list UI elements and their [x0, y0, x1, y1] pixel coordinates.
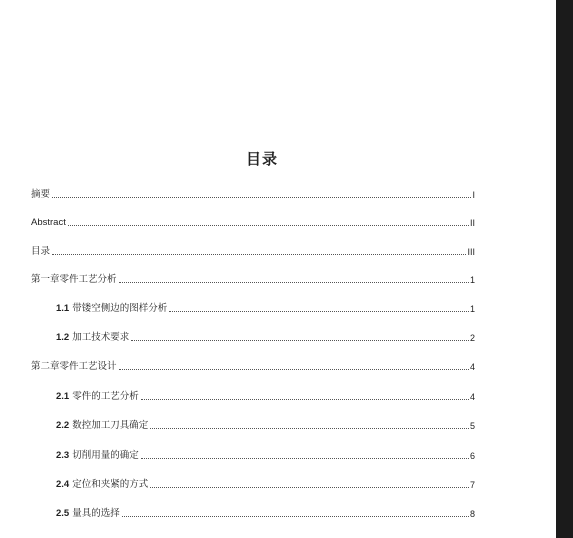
toc-title: 目录	[245, 150, 278, 168]
toc-entry-label: 第二章零件工艺设计	[31, 361, 117, 372]
toc-entry-label: 带镂空侧边的图样分析	[72, 303, 168, 314]
toc-section-number: 2.1	[56, 391, 70, 402]
toc-entry-label: 加工技术要求	[72, 332, 130, 343]
toc-page-number: III	[467, 247, 475, 257]
toc-entry-label: 零件的工艺分析	[72, 391, 139, 402]
toc-entry-label: 量具的选择	[72, 508, 120, 519]
toc-leader-dots	[150, 486, 469, 488]
toc-page-number: 6	[469, 451, 475, 461]
toc-entry-label: 定位和夹紧的方式	[72, 479, 149, 490]
toc-entry-section-2-2[interactable]	[56, 418, 475, 432]
toc-section-number: 2.4	[56, 479, 70, 490]
toc-page-number: I	[472, 190, 475, 200]
toc-entry-abstract-cn[interactable]	[31, 187, 475, 201]
toc-page-number: 7	[469, 480, 475, 490]
toc-entry-chapter-2[interactable]	[31, 359, 475, 373]
viewer-edge-bar	[556, 0, 573, 538]
toc-leader-dots	[52, 253, 466, 255]
toc-section-number: 1.1	[56, 303, 70, 314]
toc-page-number: II	[469, 218, 475, 228]
toc-entry-label: 摘要	[31, 189, 51, 200]
toc-page-number: 5	[469, 421, 475, 431]
toc-entry-contents[interactable]	[31, 244, 475, 258]
toc-entry-label: 数控加工刀具确定	[72, 420, 149, 431]
toc-entry-label: Abstract	[31, 217, 66, 228]
toc-leader-dots	[150, 427, 469, 429]
toc-page-number: 1	[469, 304, 475, 314]
toc-entry-section-2-5[interactable]	[56, 506, 475, 520]
toc-leader-dots	[68, 224, 469, 226]
toc-entry-label: 目录	[31, 246, 51, 257]
toc-leader-dots	[141, 457, 469, 459]
toc-section-number: 2.5	[56, 508, 70, 519]
toc-entry-section-1-1[interactable]	[56, 301, 475, 315]
toc-leader-dots	[131, 339, 469, 341]
toc-section-number: 2.2	[56, 420, 70, 431]
toc-leader-dots	[119, 368, 469, 370]
toc-page-number: 2	[469, 333, 475, 343]
toc-leader-dots	[169, 310, 469, 312]
toc-page-number: 1	[469, 275, 475, 285]
toc-leader-dots	[122, 515, 469, 517]
toc-section-number: 2.3	[56, 450, 70, 461]
toc-entry-section-1-2[interactable]	[56, 330, 475, 344]
toc-page-number: 4	[469, 392, 475, 402]
toc-entry-section-2-3[interactable]	[56, 448, 475, 462]
toc-entry-chapter-1[interactable]	[31, 272, 475, 286]
toc-entry-section-2-4[interactable]	[56, 477, 475, 491]
toc-entry-abstract-en[interactable]	[31, 215, 475, 229]
toc-page-number: 4	[469, 362, 475, 372]
toc-leader-dots	[141, 398, 469, 400]
toc-page-number: 8	[469, 509, 475, 519]
toc-entry-section-2-1[interactable]	[56, 389, 475, 403]
toc-entry-label: 切削用量的确定	[72, 450, 139, 461]
toc-section-number: 1.2	[56, 332, 70, 343]
toc-leader-dots	[52, 196, 471, 198]
toc-leader-dots	[119, 281, 469, 283]
toc-entry-label: 第一章零件工艺分析	[31, 274, 117, 285]
